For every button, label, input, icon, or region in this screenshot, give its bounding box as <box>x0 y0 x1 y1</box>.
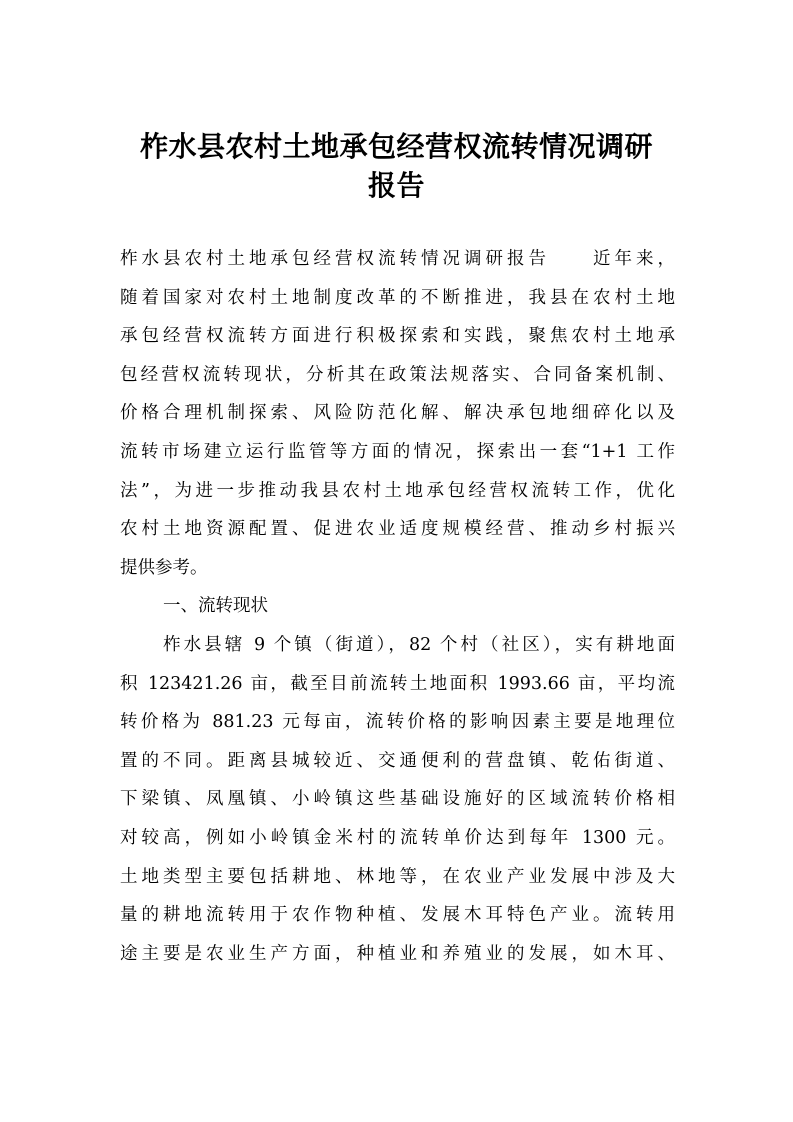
body-line: 积 123421.26 亩，截至目前流转土地面积 1993.66 亩，平均流 <box>120 673 675 694</box>
body-line: 一、流转现状 <box>163 596 268 617</box>
body-line: 法”，为进一步推动我县农村土地承包经营权流转工作，优化 <box>120 480 675 501</box>
document-title <box>120 122 673 202</box>
body-line: 对较高，例如小岭镇金米村的流转单价达到每年 1300 元。 <box>120 827 675 848</box>
body-line: 柞水县辖 9 个镇（街道），82 个村（社区），实有耕地面 <box>163 634 675 655</box>
body-line: 提供参考。 <box>120 557 208 578</box>
body-line: 流转市场建立运行监管等方面的情况，探索出一套“1+1 工作 <box>120 441 675 462</box>
title-line-1: 柞水县农村土地承包经营权流转情况调研 <box>139 130 653 163</box>
body-line: 土地类型主要包括耕地、林地等，在农业产业发展中涉及大 <box>120 866 675 887</box>
body-line: 随着国家对农村土地制度改革的不断推进，我县在农村土地 <box>120 287 675 308</box>
body-line: 下梁镇、凤凰镇、小岭镇这些基础设施好的区域流转价格相 <box>120 789 675 810</box>
body-line: 价格合理机制探索、风险防范化解、解决承包地细碎化以及 <box>120 403 675 424</box>
body-line: 包经营权流转现状，分析其在政策法规落实、合同备案机制、 <box>120 364 675 385</box>
body-line: 柞水县农村土地承包经营权流转情况调研报告 近年来， <box>120 249 675 269</box>
body-line: 途主要是农业生产方面，种植业和养殖业的发展，如木耳、 <box>120 943 675 964</box>
body-line: 量的耕地流转用于农作物种植、发展木耳特色产业。流转用 <box>120 905 675 926</box>
body-line: 承包经营权流转方面进行积极探索和实践，聚焦农村土地承 <box>120 326 675 347</box>
body-line: 转价格为 881.23 元每亩，流转价格的影响因素主要是地理位 <box>120 712 675 733</box>
body-line: 农村土地资源配置、促进农业适度规模经营、推动乡村振兴 <box>120 519 675 540</box>
document-body <box>120 240 675 973</box>
title-line-2: 报告 <box>367 168 425 202</box>
body-line: 置的不同。距离县城较近、交通便利的营盘镇、乾佑街道、 <box>120 750 675 771</box>
